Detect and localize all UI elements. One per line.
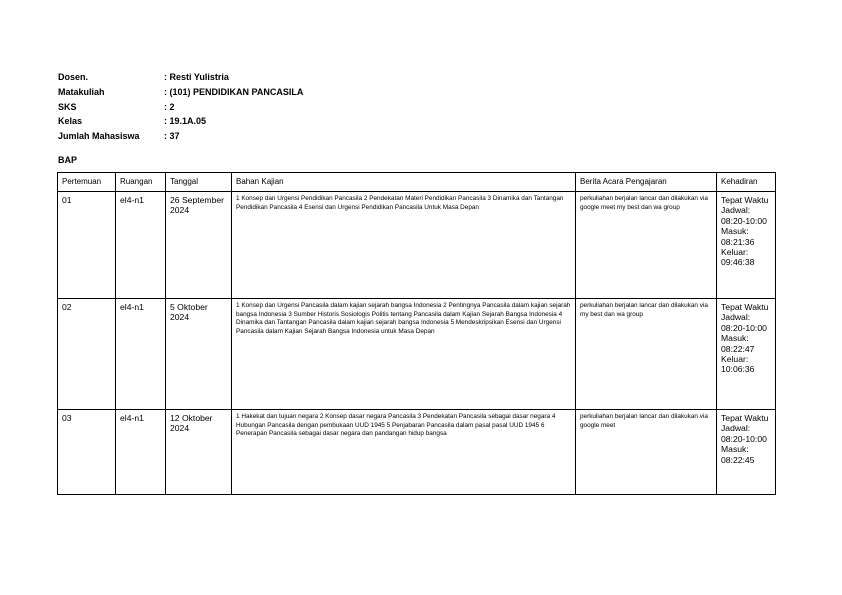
table-row	[58, 299, 776, 410]
col-header-bahan-kajian: Bahan Kajian	[232, 173, 576, 192]
cell-ruangan: el4-n1	[116, 410, 166, 495]
col-header-tanggal: Tanggal	[166, 173, 232, 192]
course-info	[58, 70, 303, 144]
cell-tanggal: 12 Oktober 2024	[166, 410, 232, 495]
info-row-kelas	[58, 114, 303, 129]
cell-kehadiran: Tepat Waktu Jadwal: 08:20-10:00 Masuk: 08:21:36 Keluar: 09:46:38	[717, 192, 776, 299]
cell-bahan-kajian: 1 Hakekat dan tujuan negara 2 Konsep dasar negara Pancasila 3 Pendekatan Pancasila sebagai dasar negara 4 Hubungan Pancasila dengan pembukaan UUD 1945 5 Penjabaran Pancasila dalam pasal pasal UUD 1945 6 Penerapan Pancasila sebagai dasar negara dan pandangan hidup bangsa	[232, 410, 576, 495]
info-value: : 37	[164, 131, 180, 142]
info-value: : 2	[164, 101, 175, 112]
info-value: : Resti Yulistria	[164, 72, 229, 82]
cell-ruangan: el4-n1	[116, 299, 166, 410]
bap-table	[57, 172, 776, 495]
info-row-dosen	[58, 70, 303, 85]
table-row	[58, 410, 776, 495]
info-label: SKS	[58, 101, 77, 112]
table-header-row	[58, 173, 776, 192]
info-row-jumlah-mahasiswa	[58, 129, 303, 144]
cell-tanggal: 5 Oktober 2024	[166, 299, 232, 410]
info-label: Jumlah Mahasiswa	[58, 131, 140, 142]
info-label: Matakuliah	[58, 86, 105, 97]
cell-kehadiran: Tepat Waktu Jadwal: 08:20-10:00 Masuk: 08:22:45	[717, 410, 776, 495]
cell-bahan-kajian: 1 Konsep dan Urgensi Pendidikan Pancasila 2 Pendekatan Materi Pendidikan Pancasila 3 Dinamika dan Tantangan Pendidikan Pancasila 4 Esensi dan Urgensi Pendidikan Pancasila Untuk Masa Depan	[232, 192, 576, 299]
col-header-ruangan: Ruangan	[116, 173, 166, 192]
info-value: : 19.1A.05	[164, 116, 207, 127]
col-header-pertemuan: Pertemuan	[58, 173, 116, 192]
cell-ruangan: el4-n1	[116, 192, 166, 299]
info-value: : (101) PENDIDIKAN PANCASILA	[164, 86, 304, 97]
col-header-berita-acara: Berita Acara Pengajaran	[576, 173, 717, 192]
cell-berita-acara: perkuliahan berjalan lancar dan dilakukan via google meet	[576, 410, 717, 495]
bap-title: BAP	[58, 155, 78, 165]
cell-berita-acara: perkuliahan berjalan lancar dan dilakukan via my best dan wa group	[576, 299, 717, 410]
cell-berita-acara: perkuliahan berjalan lancar dan dilakukan via google meet my best dan wa group	[576, 192, 717, 299]
cell-kehadiran: Tepat Waktu Jadwal: 08:20-10:00 Masuk: 08:22:47 Keluar: 10:06:36	[717, 299, 776, 410]
cell-tanggal: 26 September 2024	[166, 192, 232, 299]
table-row	[58, 192, 776, 299]
info-row-sks	[58, 100, 303, 115]
cell-pertemuan: 03	[58, 410, 116, 495]
cell-pertemuan: 02	[58, 299, 116, 410]
info-label: Kelas	[58, 116, 83, 127]
info-label: Dosen.	[58, 72, 89, 82]
cell-bahan-kajian: 1 Konsep dan Urgensi Pancasila dalam kajian sejarah bangsa Indonesia 2 Pentingnya Pancasila dalam kajian sejarah bangsa Indonesia 3 Sumber Historis Sosiologis Politis tentang Pancasila dalam Kajian Sejarah Bangsa Indonesia 4 Dinamika dan Tantangan Pancasila dalam kajian sejarah bangsa Indonesia 5 Mendeskripsikan Esensi dan Urgensi Pancasila dalam Kajian Sejarah Bangsa Indonesia untuk Masa Depan	[232, 299, 576, 410]
cell-pertemuan: 01	[58, 192, 116, 299]
info-row-matakuliah	[58, 85, 303, 100]
col-header-kehadiran: Kehadiran	[717, 173, 776, 192]
